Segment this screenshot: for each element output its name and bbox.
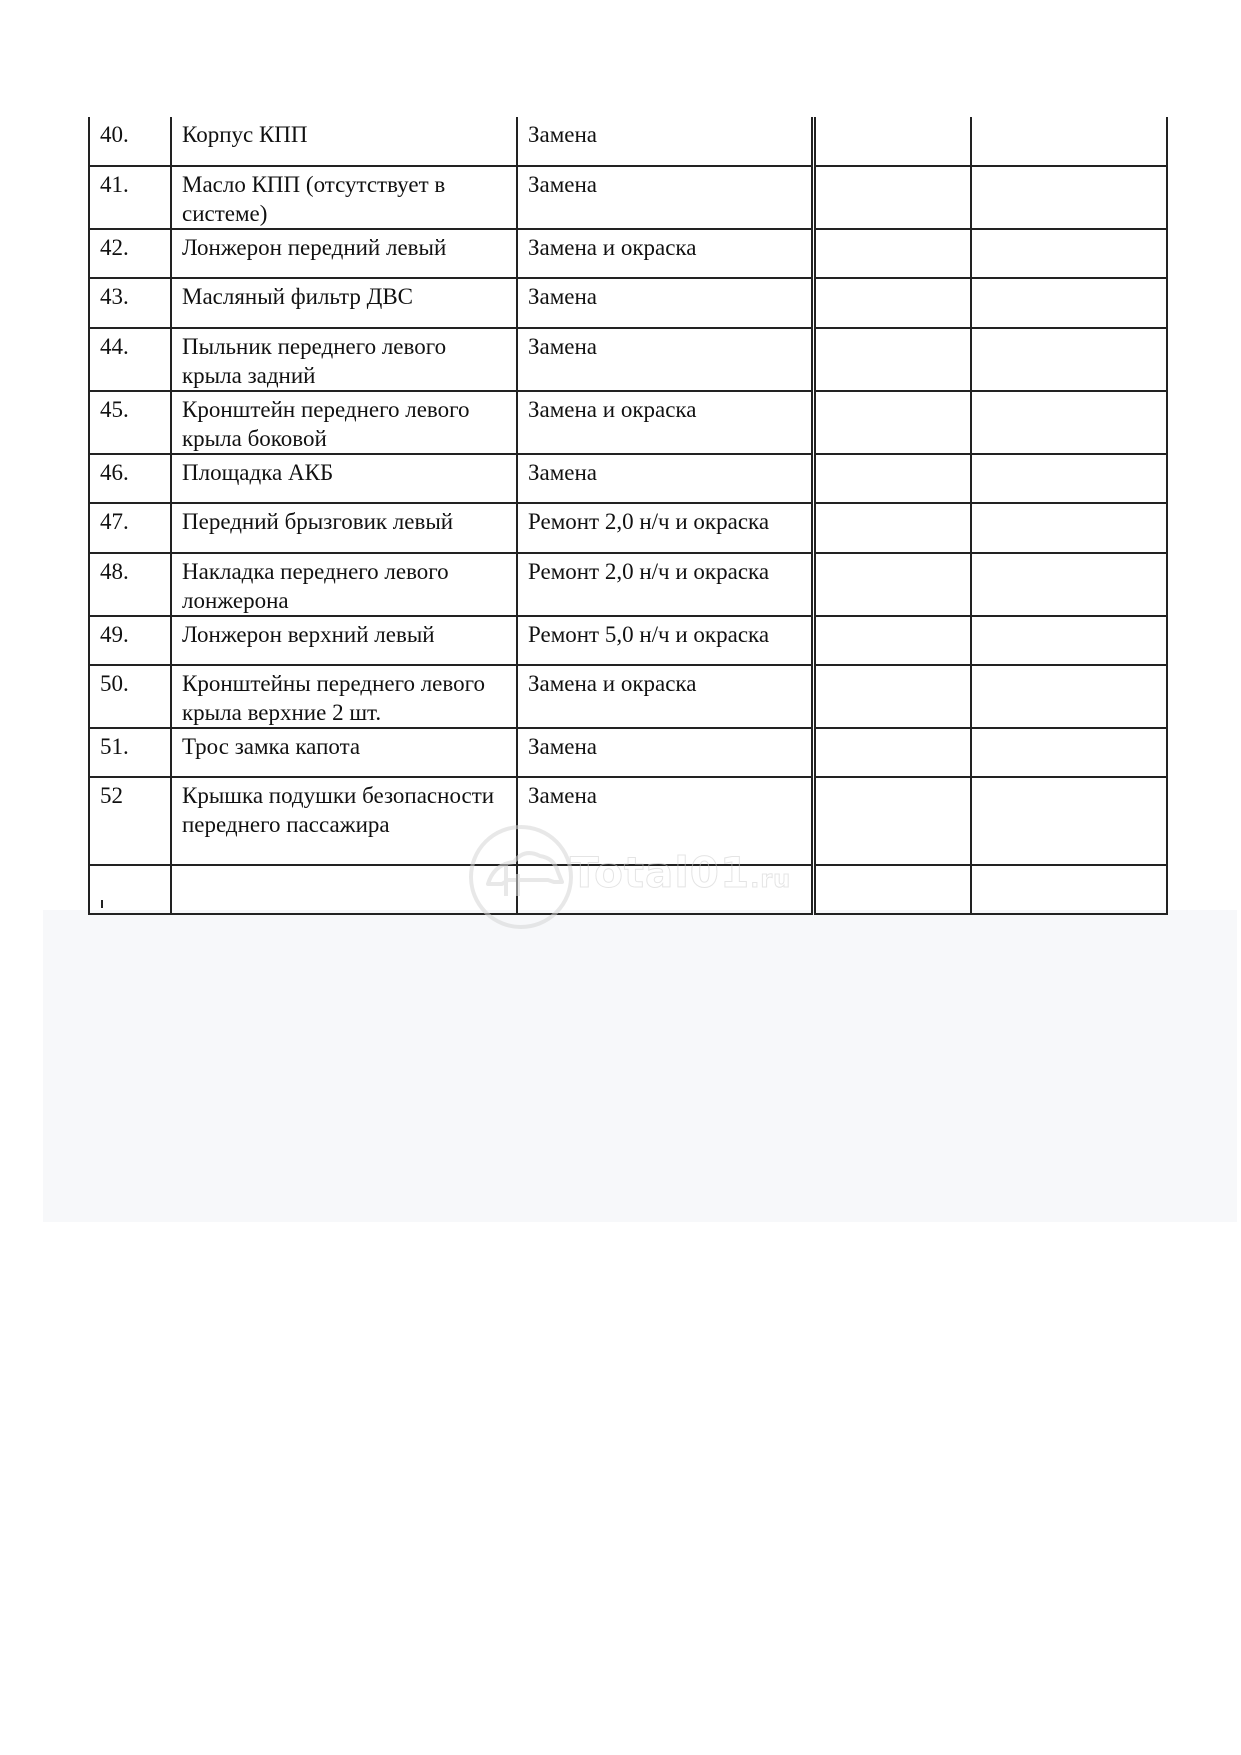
empty-cell [971, 777, 1167, 865]
action-cell: Замена [517, 777, 813, 865]
empty-cell [971, 278, 1167, 328]
action-cell: Замена [517, 728, 813, 777]
row-number-cell: 47. [89, 503, 171, 553]
action-cell: Замена [517, 117, 813, 166]
table-row [89, 278, 1167, 328]
row-number-cell: 50. [89, 665, 171, 728]
item-name-cell: Передний брызговик левый [171, 503, 517, 553]
row-number-cell [89, 865, 171, 914]
empty-cell [971, 503, 1167, 553]
item-name-cell: Масло КПП (отсутствует в системе) [171, 166, 517, 229]
table-row [89, 328, 1167, 391]
table-row [89, 728, 1167, 777]
row-number-cell: 45. [89, 391, 171, 454]
item-name-cell: Корпус КПП [171, 117, 517, 166]
table-row [89, 117, 1167, 166]
empty-cell [971, 728, 1167, 777]
empty-cell [971, 166, 1167, 229]
empty-cell [813, 166, 971, 229]
action-cell: Замена и окраска [517, 665, 813, 728]
empty-cell [813, 328, 971, 391]
empty-cell [813, 391, 971, 454]
empty-cell [813, 278, 971, 328]
row-number-cell: 46. [89, 454, 171, 503]
action-cell: Замена [517, 328, 813, 391]
row-number-cell: 49. [89, 616, 171, 665]
row-number-cell: 48. [89, 553, 171, 616]
empty-cell [813, 229, 971, 278]
row-number-cell: 43. [89, 278, 171, 328]
item-name-cell: Крышка подушки безопасности переднего пассажира [171, 777, 517, 865]
table-row [89, 777, 1167, 865]
row-number-cell: 41. [89, 166, 171, 229]
table-row [89, 166, 1167, 229]
row-number-cell: 40. [89, 117, 171, 166]
table-row [89, 503, 1167, 553]
empty-cell [813, 777, 971, 865]
empty-cell [971, 616, 1167, 665]
empty-cell [971, 865, 1167, 914]
table-row [89, 616, 1167, 665]
item-name-cell: Пыльник переднего левого крыла задний [171, 328, 517, 391]
action-cell: Замена [517, 166, 813, 229]
empty-cell [813, 616, 971, 665]
action-cell: Замена и окраска [517, 229, 813, 278]
row-number-cell: 52 [89, 777, 171, 865]
empty-cell [971, 553, 1167, 616]
empty-cell [813, 728, 971, 777]
shaded-area [43, 910, 1237, 1222]
empty-cell [971, 665, 1167, 728]
empty-cell [971, 328, 1167, 391]
watermark-text: Total01.ru [570, 848, 792, 897]
table-row [89, 553, 1167, 616]
table-row [89, 229, 1167, 278]
repair-items-table [88, 117, 1168, 915]
row-number-cell: 42. [89, 229, 171, 278]
empty-cell [813, 503, 971, 553]
action-cell: Замена и окраска [517, 391, 813, 454]
action-cell [517, 865, 813, 914]
row-number-cell: 51. [89, 728, 171, 777]
row-number-cell: 44. [89, 328, 171, 391]
empty-cell [813, 117, 971, 166]
table-row [89, 391, 1167, 454]
item-name-cell: Площадка АКБ [171, 454, 517, 503]
action-cell: Ремонт 2,0 н/ч и окраска [517, 553, 813, 616]
empty-cell [813, 454, 971, 503]
empty-cell [971, 117, 1167, 166]
empty-cell [813, 865, 971, 914]
action-cell: Ремонт 2,0 н/ч и окраска [517, 503, 813, 553]
action-cell: Замена [517, 454, 813, 503]
item-name-cell: Лонжерон верхний левый [171, 616, 517, 665]
table-row [89, 665, 1167, 728]
item-name-cell: Лонжерон передний левый [171, 229, 517, 278]
item-name-cell: Накладка переднего левого лонжерона [171, 553, 517, 616]
empty-cell [813, 553, 971, 616]
action-cell: Замена [517, 278, 813, 328]
table-row [89, 865, 1167, 914]
empty-cell [971, 391, 1167, 454]
item-name-cell: Кронштейны переднего левого крыла верхние 2 шт. [171, 665, 517, 728]
empty-cell [971, 229, 1167, 278]
item-name-cell: Кронштейн переднего левого крыла боковой [171, 391, 517, 454]
empty-cell [971, 454, 1167, 503]
empty-cell [813, 665, 971, 728]
item-name-cell: Трос замка капота [171, 728, 517, 777]
item-name-cell: Масляный фильтр ДВС [171, 278, 517, 328]
item-name-cell [171, 865, 517, 914]
action-cell: Ремонт 5,0 н/ч и окраска [517, 616, 813, 665]
table-row [89, 454, 1167, 503]
